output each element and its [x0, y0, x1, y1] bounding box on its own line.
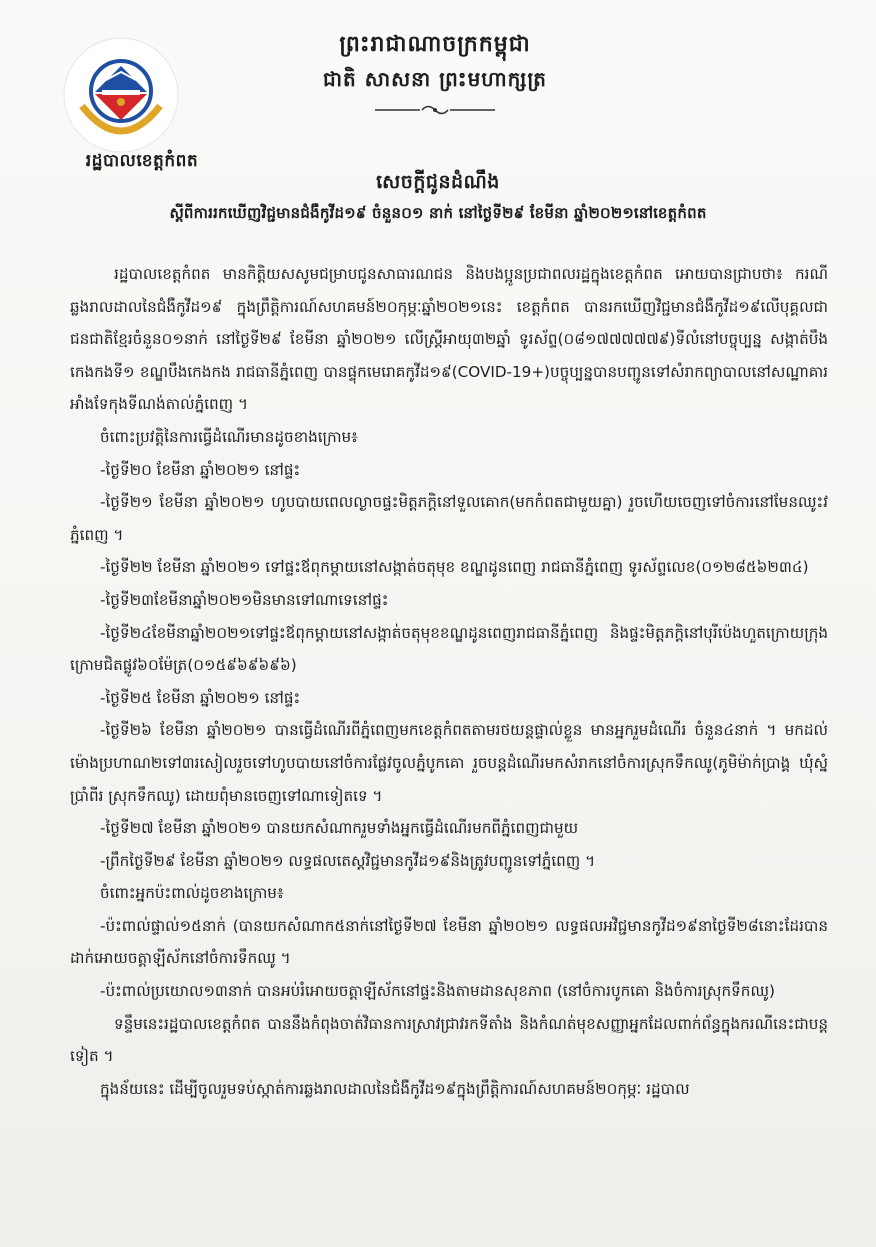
ornament-divider-icon [270, 102, 600, 116]
travel-item: -ព្រឹកថ្ងៃទី២៩ ខែមីនា ឆ្នាំ២០២១ លទ្ធផលតេស្តវិជ្ជមានកូវីដ១៩និងត្រូវបញ្ជូនទៅភ្នំពេញ ។ [100, 851, 596, 870]
travel-item: -ថ្ងៃទី២១ ខែមីនា ឆ្នាំ២០២១ ហូបបាយពេលល្ងាចផ្ទះមិត្តភក្តិនៅទួលគោក(មកកំពតជាមួយគ្នា) រួចហើយចេញទៅចំការនៅមែនឈូះវភ្នំពេញ ។ [70, 493, 828, 544]
travel-item: -ថ្ងៃទី២៧ ខែមីនា ឆ្នាំ២០២១ បានយកសំណាករួមទាំងអ្នកធ្វើដំណើរមកពីភ្នំពេញជាមួយ [100, 819, 579, 838]
national-motto: ជាតិ សាសនា ព្រះមហាក្សត្រ [323, 67, 547, 91]
contact-item: -ប៉ះពាល់ប្រយោល១៣នាក់ បានអប់រំអោយចត្តាឡីស័កនៅផ្ទះនិងតាមដានសុខភាព (នៅចំការបូកគោ និងចំការស្រុកទឹកឈូ) [100, 982, 775, 1001]
travel-item: -ថ្ងៃទី២៤ខែមីនាឆ្នាំ២០២១ទៅផ្ទះឪពុកម្តាយនៅសង្កាត់ចតុមុខខណ្ឌដូនពេញរាជធានីភ្នំពេញ និងផ្ទះមិត្តភក្តិនៅបុរីប៉េងហួតក្រោយក្រុងក្រោមជិតផ្លូវ៦០ម៉ែត្រ(០១៥៩៦៩៦៩៦) [70, 623, 828, 675]
document-title: សេចក្តីជូនដំណឹង [376, 171, 500, 193]
travel-item: -ថ្ងៃទី២៥ ខែមីនា ឆ្នាំ២០២១ នៅផ្ទះ [100, 688, 301, 707]
document-subject: ស្តីពីការរកឃើញវិជ្ជមានជំងឺកូវីដ១៩ ចំនួន០១ នាក់ នៅថ្ងៃទី២៩ ខែមីនា ឆ្នាំ២០២១នៅខេត្តកំពត [169, 204, 707, 222]
travel-item: -ថ្ងៃទី២៣ខែមីនាឆ្នាំ២០២១មិនមានទៅណាទេនៅផ្ទះ [100, 590, 389, 609]
issuing-agency: រដ្ឋបាលខេត្តកំពត [85, 151, 199, 171]
travel-item: -ថ្ងៃទី២៦ ខែមីនា ឆ្នាំ២០២១ បានធ្វើដំណើរពីភ្នំពេញមកខេត្តកំពតតាមរថយន្តផ្ទាល់ខ្លួន មានអ្នករួមដំណើរ ចំនួន៤នាក់ ។ មកដល់ម៉ោងប្រហាណ២ទៅ៣រសៀលរួចទៅហូបបាយនៅចំការផ្លែវចូលភ្នំបូកគោ រួចបន្តដំណើរមកសំរាកនៅចំការស្រុកទឹកឈូ(ភូមិម៉ាក់ប្រាង្គ ឃុំស្នំប្រាំពីរ ស្រុកទឹកឈូ) ដោយពុំមានចេញទៅណាទៀតទេ ។ [70, 721, 828, 805]
document-title-block [40, 170, 836, 226]
document-body [70, 258, 828, 1105]
kingdom-name: ព្រះរាជាណាចក្រកម្ពុជា [339, 32, 531, 57]
travel-item: -ថ្ងៃទី២០ ខែមីនា ឆ្នាំ២០២១ នៅផ្ទះ [100, 460, 301, 479]
travel-item: -ថ្ងៃទី២២ ខែមីនា ឆ្នាំ២០២១ ទៅផ្ទះឪពុកម្តាយនៅសង្កាត់ចតុមុខ ខណ្ឌដូនពេញ រាជធានីភ្នំពេញ ទូរស័ព្ទលេខ(០១២៨៥៦២៣៤) [100, 558, 809, 577]
provincial-emblem-icon [62, 36, 180, 154]
contact-item: -ប៉ះពាល់ផ្ទាល់១៥នាក់ (បានយកសំណាក៥នាក់នៅថ្ងៃទី២៧ ខែមីនា ឆ្នាំ២០២១ លទ្ធផលអវិជ្ជមានកូវីដ១៩នាថ្ងៃទី២៨នោះដែរបានដាក់អោយចត្តាឡីស័កនៅចំការទឹកឈូ ។ [70, 916, 828, 968]
closing-paragraph: ក្នុងន័យនេះ ដើម្បីចូលរួមទប់ស្កាត់ការឆ្លងរាលដាលនៃជំងឺកូវីដ១៩ក្នុងព្រឹត្តិការណ៍សហគមន៍២០កុម្ភៈ រដ្ឋបាល [100, 1079, 690, 1098]
intro-paragraph: រដ្ឋបាលខេត្តកំពត មានកិត្តិយសសូមជម្រាបជូនសាធារណជន និងបងប្អូនប្រជាពលរដ្ឋក្នុងខេត្តកំពត អោយបានជ្រាបថា៖ ករណីឆ្លងរាលដាលនៃជំងឺកូវីដ១៩ ក្នុងព្រឹត្តិការណ៍សហគមន៍២០កុម្ភៈឆ្នាំ២០២១នេះ ខេត្តកំពត បានរកឃើញវិជ្ជមានជំងឺកូវីដ១៩លើបុគ្គលជាជនជាតិខ្មែរចំនួន០១នាក់ នៅថ្ងៃទី២៩ ខែមីនា ឆ្នាំ២០២១ លើស្ត្រីអាយុ៣២ឆ្នាំ ទូរស័ព្ទ(០៨១៧៧៧៧៧៩)ទីលំនៅបច្ចុប្បន្ន សង្កាត់បឹងកេងកងទី១ ខណ្ឌបឹងកេងកង រាជធានីភ្នំពេញ បានផ្ទុកមេរោគកូវីដ១៩(COVID-19+)បច្ចុប្បន្នបានបញ្ជូនទៅសំរាកព្យាបាលនៅសណ្ឋាគារ អាំងទែកុងទីណង់តាល់ភ្នំពេញ ។ [70, 265, 828, 414]
travel-history-heading: ចំពោះប្រវត្តិនៃការធ្វើដំណើរមានដូចខាងក្រោម៖ [100, 427, 358, 446]
measures-paragraph: ទន្ទឹមនេះរដ្ឋបាលខេត្តកំពត បាននឹងកំពុងចាត់វិធានការស្រាវជ្រាវរកទីតាំង និងកំណត់មុខសញ្ញាអ្នកដែលពាក់ព័ន្ធក្នុងករណីនេះជាបន្តទៀត ។ [70, 1014, 828, 1066]
kingdom-heading [270, 30, 600, 116]
contacts-heading: ចំពោះអ្នកប៉ះពាល់ដូចខាងក្រោម៖ [100, 884, 284, 903]
